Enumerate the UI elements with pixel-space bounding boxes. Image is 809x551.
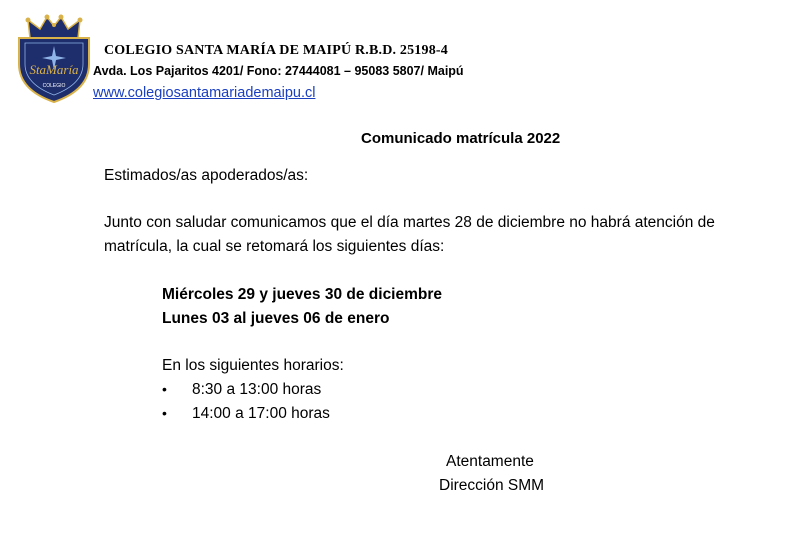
date-line-2: Lunes 03 al jueves 06 de enero xyxy=(162,310,390,327)
letter-title: Comunicado matrícula 2022 xyxy=(361,130,561,147)
crest-text: StaMaría xyxy=(29,62,79,77)
body-line-2: matrícula, la cual se retomará los siguientes días: xyxy=(104,238,445,255)
bullet-icon: • xyxy=(162,405,167,421)
greeting: Estimados/as apoderados/as: xyxy=(104,167,309,184)
bullet-icon: • xyxy=(162,381,167,397)
body-line-1: Junto con saludar comunicamos que el día martes 28 de diciembre no habrá atención de xyxy=(104,214,715,231)
schedule-intro: En los siguientes horarios: xyxy=(162,357,344,374)
closing: Atentamente xyxy=(446,453,534,470)
date-line-1: Miércoles 29 y jueves 30 de diciembre xyxy=(162,286,443,303)
school-address: Avda. Los Pajaritos 4201/ Fono: 27444081 – 95083 5807/ Maipú xyxy=(93,64,464,78)
school-crest-logo xyxy=(14,12,94,104)
school-website-link[interactable]: www.colegiosantamariademaipu.cl xyxy=(93,85,316,101)
school-name: COLEGIO SANTA MARÍA DE MAIPÚ R.B.D. 25198-4 xyxy=(104,43,448,58)
signature: Dirección SMM xyxy=(439,477,545,494)
schedule-item-1: 8:30 a 13:00 horas xyxy=(192,381,322,398)
schedule-item-2: 14:00 a 17:00 horas xyxy=(192,405,330,422)
crest-subtext: COLEGIO xyxy=(42,83,66,89)
